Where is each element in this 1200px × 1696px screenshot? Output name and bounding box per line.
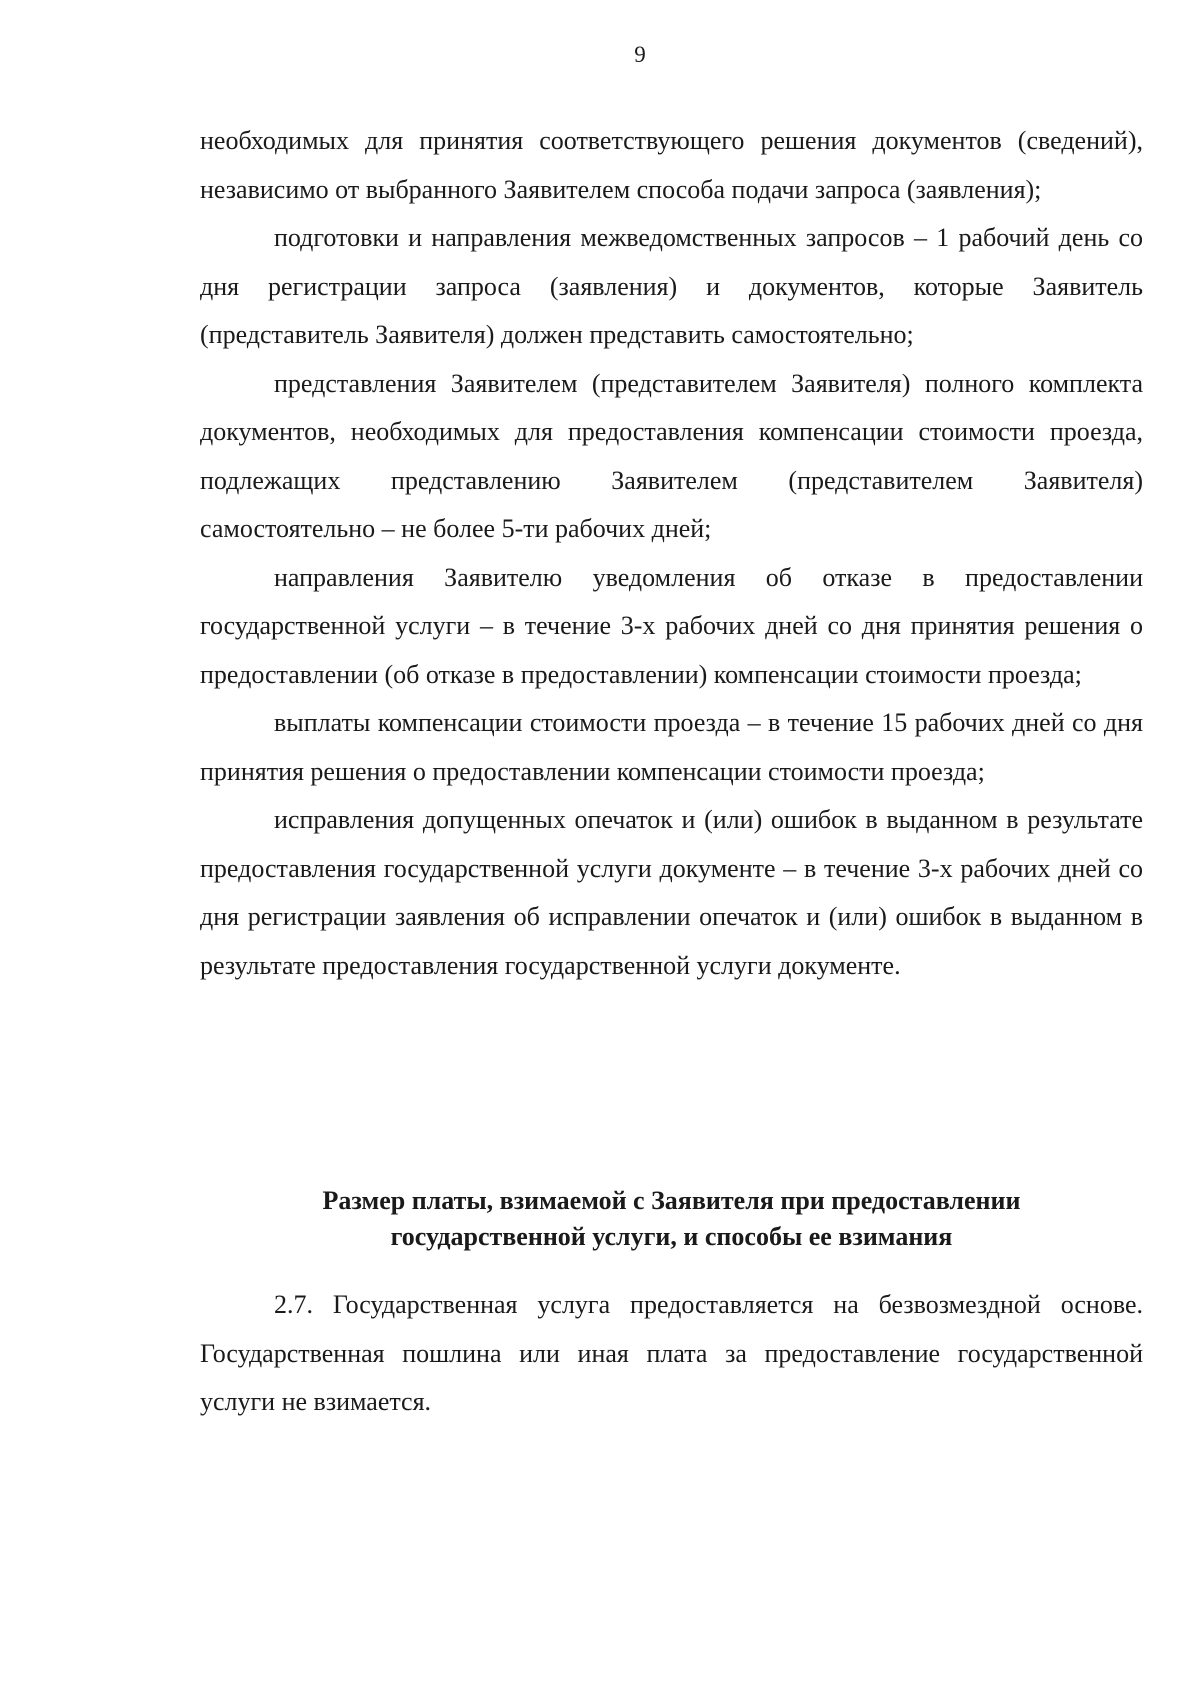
section-heading-line-1: Размер платы, взимаемой с Заявителя при предоставлении bbox=[322, 1186, 1021, 1215]
section-heading bbox=[200, 1183, 1143, 1255]
paragraph-compensation-payment: выплаты компенсации стоимости проезда – в течение 15 рабочих дней со дня принятия решения о предоставлении компенсации стоимости проезда; bbox=[200, 708, 1143, 786]
section-heading-line-2: государственной услуги, и способы ее взимания bbox=[390, 1222, 953, 1251]
paragraph-document-submission: представления Заявителем (представителем Заявителя) полного комплекта документов, необходимых для предоставления компенсации стоимости проезда, подлежащих представлению Заявителем (представителем Заявителя) самостоятельно – не более 5-ти рабочих дней; bbox=[200, 368, 1143, 543]
paragraph-refusal-notice: направления Заявителю уведомления об отказе в предоставлении государственной услуги – в течение 3-х рабочих дней со дня принятия решения о предоставлении (об отказе в предоставлении) компенсации стоимости проезда; bbox=[200, 562, 1143, 689]
paragraph-error-correction: исправления допущенных опечаток и (или) ошибок в выданном в результате предоставления государственной услуги документе – в течение 3-х рабочих дней со дня регистрации заявления об исправлении опечаток и (или) ошибок в выданном в результате предоставления государственной услуги документе. bbox=[200, 805, 1143, 980]
paragraph-continuation: необходимых для принятия соответствующего решения документов (сведений), независимо от выбранного Заявителем способа подачи запроса (заявления); bbox=[200, 126, 1143, 204]
page-number: 9 bbox=[634, 42, 646, 67]
paragraph-2-7: 2.7. Государственная услуга предоставляется на безвозмездной основе. Государственная пошлина или иная плата за предоставление государственной услуги не взимается. bbox=[200, 1290, 1143, 1416]
body-text bbox=[200, 117, 1143, 990]
body-text-section-2-7 bbox=[200, 1281, 1143, 1427]
paragraph-interagency-requests: подготовки и направления межведомственных запросов – 1 рабочий день со дня регистрации запроса (заявления) и документов, которые Заявитель (представитель Заявителя) должен представить самостоятельно; bbox=[200, 223, 1143, 349]
